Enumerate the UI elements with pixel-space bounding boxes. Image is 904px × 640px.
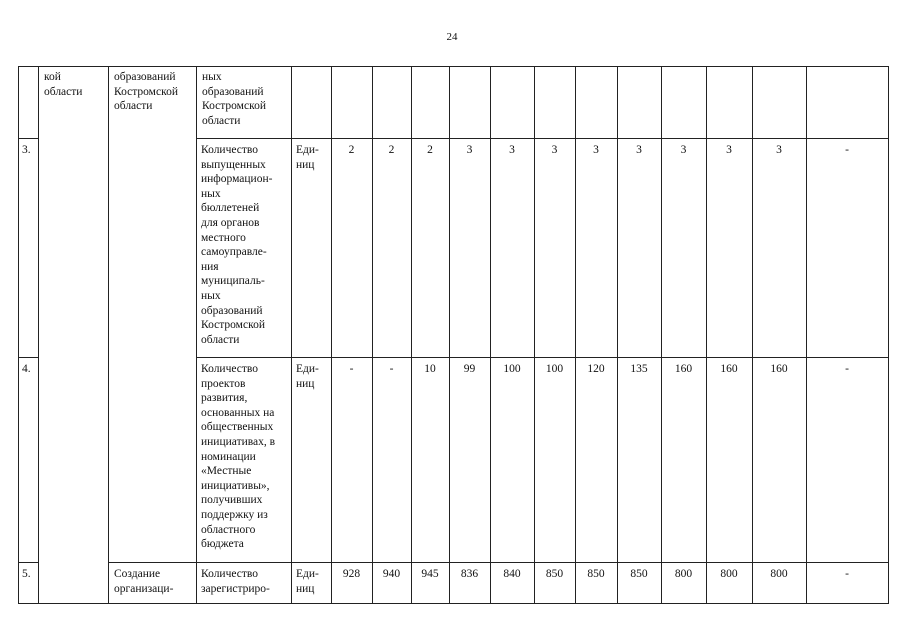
column-divider — [108, 66, 109, 604]
value-cell: 135 — [630, 363, 648, 375]
value-cell: 3 — [466, 144, 473, 156]
value-cell-last: - — [845, 363, 849, 375]
value-cell: 3 — [551, 144, 558, 156]
unit-cell: Еди- ниц — [296, 363, 319, 390]
value-cell-last: - — [845, 144, 849, 156]
value-cell-last: - — [845, 568, 849, 580]
value-cell: 836 — [460, 568, 479, 580]
value-cell: 120 — [587, 363, 605, 375]
indicator-cell: Количество выпущенных информацион- ных бюллетеней для органов местного самоуправле- ния муниципаль- ных образований Костромской области — [201, 144, 273, 346]
indicator-cell: Количество проектов развития, основанных на общественных инициативах, в номинации «Местные инициативы», получивших поддержку из областного бюджета — [201, 363, 276, 551]
value-cell: 99 — [463, 363, 476, 375]
value-cell: 3 — [680, 144, 687, 156]
value-cell: 2 — [427, 144, 433, 156]
row-divider — [18, 562, 39, 563]
value-cell: 3 — [726, 144, 732, 156]
table-bottom-border — [18, 603, 888, 604]
unit-cell: Еди- ниц — [296, 568, 319, 595]
event-cell: Создание организаци- — [114, 568, 174, 595]
row-divider — [196, 138, 888, 139]
value-cell: 100 — [545, 363, 564, 375]
row-divider — [196, 357, 888, 358]
value-cell: 850 — [545, 568, 564, 580]
value-cell: 3 — [636, 144, 642, 156]
value-cell: 850 — [587, 568, 605, 580]
value-cell: 3 — [776, 144, 782, 156]
value-cell: 2 — [348, 144, 355, 156]
header-cell: ных образований Костромской области — [202, 71, 266, 127]
page-number: 24 — [446, 31, 458, 43]
column-divider — [38, 66, 39, 604]
value-cell: 800 — [674, 568, 693, 580]
column-divider — [291, 66, 292, 604]
row-divider — [18, 138, 39, 139]
column-divider — [18, 66, 19, 604]
value-cell: 928 — [342, 568, 361, 580]
value-cell: 160 — [770, 363, 788, 375]
value-cell: 3 — [593, 144, 599, 156]
header-cell: образований Костромской области — [114, 71, 178, 113]
row-divider — [108, 562, 888, 563]
value-cell: - — [389, 363, 394, 375]
value-cell: 2 — [388, 144, 395, 156]
value-cell: 3 — [509, 144, 515, 156]
value-cell: 940 — [382, 568, 401, 580]
value-cell: 840 — [503, 568, 521, 580]
row-number: 3. — [22, 144, 31, 156]
column-divider — [196, 66, 197, 604]
value-cell: 160 — [720, 363, 738, 375]
value-cell: - — [349, 363, 354, 375]
column-divider — [888, 66, 889, 604]
value-cell: 10 — [424, 363, 436, 375]
value-cell: 160 — [674, 363, 693, 375]
row-divider — [18, 357, 39, 358]
row-number: 5. — [22, 568, 31, 580]
indicator-cell: Количество зарегистриро- — [201, 568, 270, 595]
header-cell: кой области — [44, 71, 83, 98]
table-top-border — [18, 66, 888, 67]
value-cell: 945 — [421, 568, 439, 580]
unit-cell: Еди- ниц — [296, 144, 319, 171]
value-cell: 800 — [720, 568, 738, 580]
value-cell: 850 — [630, 568, 648, 580]
row-number: 4. — [22, 363, 31, 375]
value-cell: 100 — [503, 363, 521, 375]
value-cell: 800 — [770, 568, 788, 580]
